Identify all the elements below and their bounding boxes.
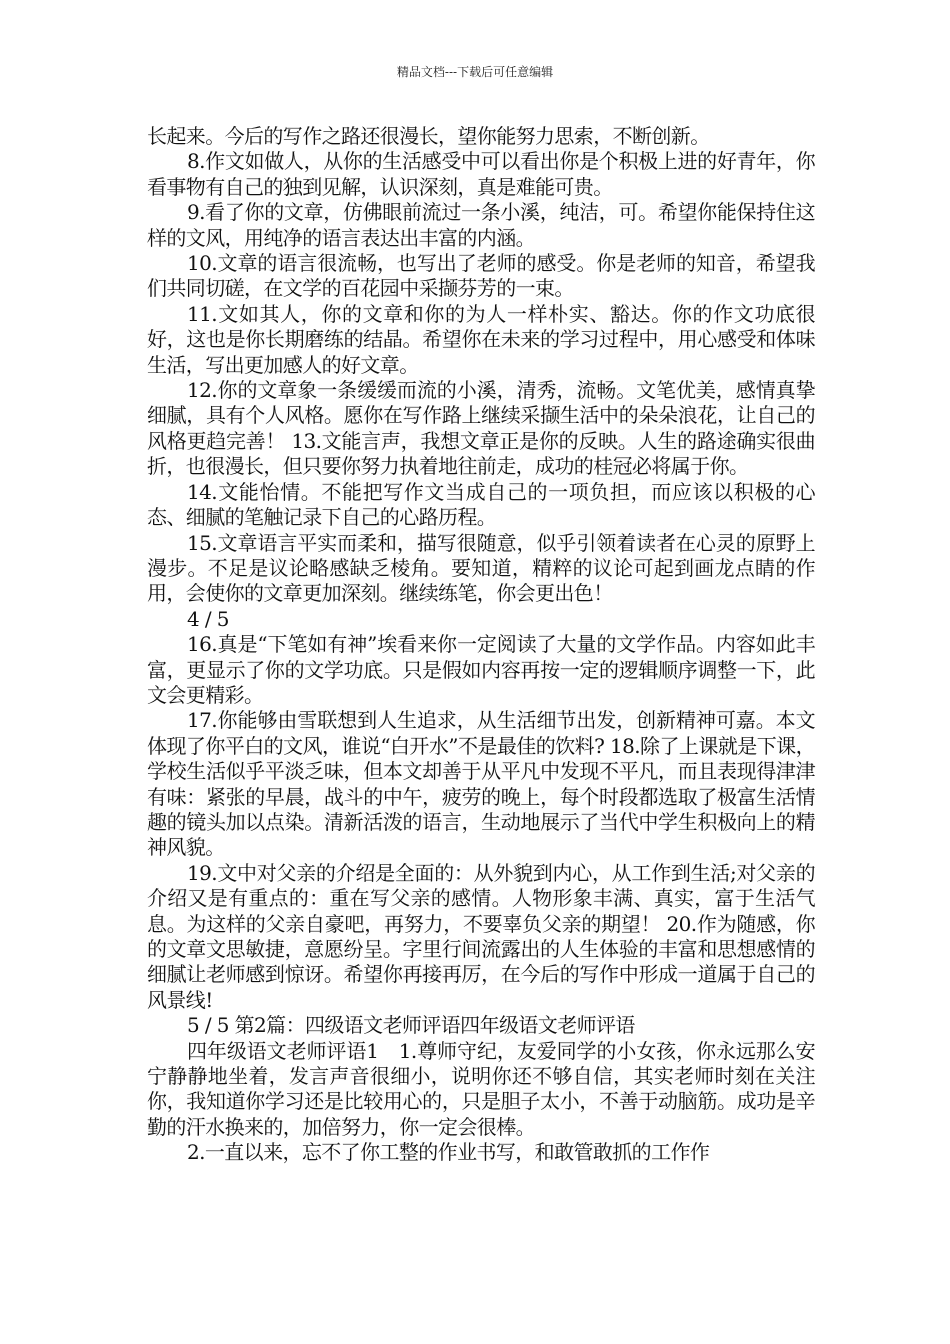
paragraph-2: 8.作文如做人，从你的生活感受中可以看出你是个积极上进的好青年，你看事物有自己的独到见解，认识深刻，真是难能可贵。	[147, 149, 815, 199]
paragraph-4: 10.文章的语言很流畅，也写出了老师的感受。你是老师的知音，希望我们共同切磋，在文学的百花园中采撷芬芳的一束。	[147, 251, 815, 301]
paragraph-1: 长起来。今后的写作之路还很漫长，望你能努力思索，不断创新。	[147, 124, 710, 148]
paragraph-6: 12.你的文章象一条缓缓而流的小溪，清秀，流畅。文笔优美，感情真挚细腻，具有个人风格。愿你在写作路上继续采撷生活中的朵朵浪花，让自己的风格更趋完善！ 13.文能言声，我想文章正是你的反映。人生的路途确实很曲折，也很漫长，但只要你努力执着地往前走，成功的桂冠必将属于你。	[147, 378, 815, 479]
paragraph-9: 16.真是“下笔如有神”埃看来你一定阅读了大量的文学作品。内容如此丰富，更显示了你的文学功底。只是假如内容再按一定的逻辑顺序调整一下，此文会更精彩。	[147, 632, 815, 707]
document-body	[147, 124, 815, 1166]
paragraph-7: 14.文能怡情。不能把写作文当成自己的一项负担，而应该以积极的心态、细腻的笔触记录下自己的心路历程。	[147, 479, 815, 530]
page-number-marker: 4 / 5	[187, 606, 229, 631]
page-header: 精品文档---下载后可任意编辑	[396, 65, 554, 79]
paragraph-5: 11.文如其人，你的文章和你的为人一样朴实、豁达。你的作文功底很好，这也是你长期磨练的结晶。希望你在未来的学习过程中，用心感受和体味生活，写出更加感人的好文章。	[147, 301, 815, 377]
section-heading: 5 / 5 第2篇：四级语文老师评语四年级语文老师评语	[187, 1013, 635, 1038]
paragraph-11: 19.文中对父亲的介绍是全面的：从外貌到内心，从工作到生活;对父亲的介绍又是有重点的：重在写父亲的感情。人物形象丰满、真实，富于生活气息。为这样的父亲自豪吧，再努力，不要辜负父亲的期望！ 20.作为随感，你的文章文思敏捷，意愿纷呈。字里行间流露出的人生体验的丰富和思想感情的细腻让老师感到惊讶。希望你再接再厉，在今后的写作中形成一道属于自己的风景线!	[147, 860, 815, 1012]
paragraph-13: 2.一直以来，忘不了你工整的作业书写，和敢管敢抓的工作作	[187, 1140, 710, 1165]
paragraph-10: 17.你能够由雪联想到人生追求，从生活细节出发，创新精神可嘉。本文体现了你平白的文风，谁说“白开水”不是最佳的饮料? 18.除了上课就是下课，学校生活似乎平淡乏味，但本文却善于从平凡中发现不平凡，而且表现得津津有味：紧张的早晨，战斗的中午，疲劳的晚上，每个时段都选取了极富生活情趣的镜头加以点染。清新活泼的语言，生动地展示了当代中学生积极向上的精神风貌。	[147, 708, 815, 860]
paragraph-3: 9.看了你的文章，仿佛眼前流过一条小溪，纯洁，可。希望你能保持住这样的文风，用纯净的语言表达出丰富的内涵。	[147, 200, 815, 250]
paragraph-12: 四年级语文老师评语1 1.尊师守纪，友爱同学的小女孩，你永远那么安宁静静地坐着，发言声音很细小，说明你还不够自信，其实老师时刻在关注你，我知道你学习还是比较用心的，只是胆子太小，不善于动脑筋。成功是辛勤的汗水换来的，加倍努力，你一定会很棒。	[147, 1038, 815, 1139]
paragraph-8: 15.文章语言平实而柔和，描写很随意，似乎引领着读者在心灵的原野上漫步。不足是议论略感缺乏棱角。要知道，精粹的议论可起到画龙点睛的作用，会使你的文章更加深刻。继续练笔，你会更出色！	[147, 530, 815, 606]
